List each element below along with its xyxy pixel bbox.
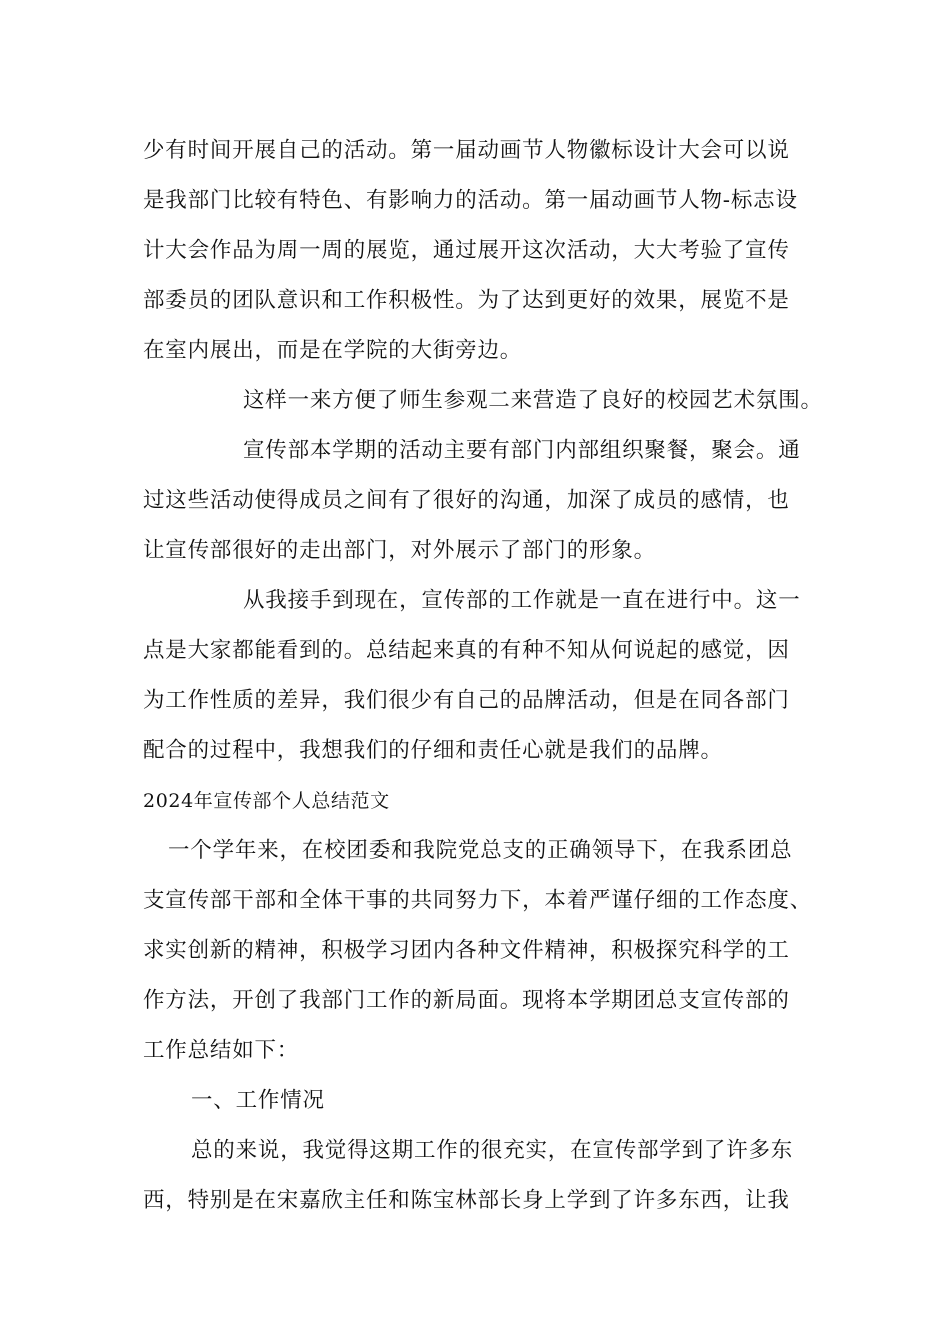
text-line: 作方法，开创了我部门工作的新局面。现将本学期团总支宣传部的 — [143, 988, 790, 1013]
text-line: 宣传部本学期的活动主要有部门内部组织聚餐，聚会。通 — [243, 438, 801, 463]
text-line: 是我部门比较有特色、有影响力的活动。第一届动画节人物-标志设 — [143, 188, 798, 213]
text-line: 在室内展出，而是在学院的大街旁边。 — [143, 338, 523, 363]
section-title: 2024年宣传部个人总结范文 — [143, 790, 390, 812]
text-line: 少有时间开展自己的活动。第一届动画节人物徽标设计大会可以说 — [143, 138, 790, 163]
text-line: 工作总结如下： — [143, 1038, 300, 1063]
text-line: 配合的过程中，我想我们的仔细和责任心就是我们的品牌。 — [143, 738, 723, 763]
text-line: 这样一来方便了师生参观二来营造了良好的校园艺术氛围。 — [243, 388, 823, 413]
text-line: 部委员的团队意识和工作积极性。为了达到更好的效果，展览不是 — [143, 288, 790, 313]
text-line: 计大会作品为周一周的展览，通过展开这次活动，大大考验了宣传 — [143, 238, 790, 263]
text-line: 过这些活动使得成员之间有了很好的沟通，加深了成员的感情，也 — [143, 488, 790, 513]
text-line: 让宣传部很好的走出部门，对外展示了部门的形象。 — [143, 538, 656, 563]
text-line: 西，特别是在宋嘉欣主任和陈宝林部长身上学到了许多东西，让我 — [143, 1188, 790, 1213]
text-line: 点是大家都能看到的。总结起来真的有种不知从何说起的感觉，因 — [143, 638, 790, 663]
text-line: 从我接手到现在，宣传部的工作就是一直在进行中。这一 — [243, 588, 801, 613]
text-line: 一个学年来，在校团委和我院党总支的正确领导下，在我系团总 — [168, 838, 793, 863]
text-line: 求实创新的精神，积极学习团内各种文件精神，积极探究科学的工 — [143, 938, 790, 963]
text-line: 为工作性质的差异，我们很少有自己的品牌活动，但是在同各部门 — [143, 688, 790, 713]
text-line: 支宣传部干部和全体干事的共同努力下，本着严谨仔细的工作态度、 — [143, 888, 813, 913]
text-line: 总的来说，我觉得这期工作的很充实，在宣传部学到了许多东 — [191, 1138, 794, 1163]
subsection-title: 一、工作情况 — [191, 1088, 325, 1113]
